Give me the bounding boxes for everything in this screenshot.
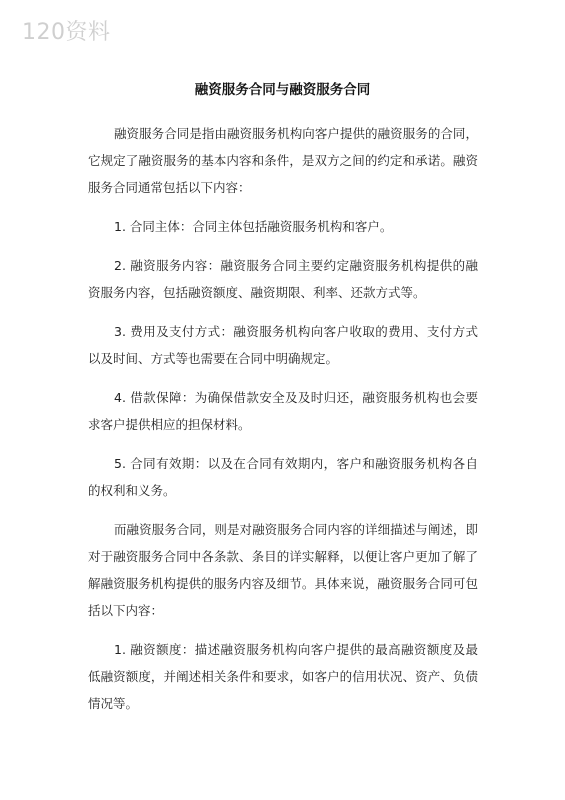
list-item-financing-amount: 1. 融资额度：描述融资服务机构向客户提供的最高融资额度及最低融资额度，并阐述相关条件和要求，如客户的信用状况、资产、负债情况等。 xyxy=(88,642,478,711)
list-item-contract-parties: 1. 合同主体：合同主体包括融资服务机构和客户。 xyxy=(114,219,393,234)
document-title: 融资服务合同与融资服务合同 xyxy=(194,82,371,98)
list-item-service-content: 2. 融资服务内容：融资服务合同主要约定融资服务机构提供的融资服务内容，包括融资额度、融资期限、利率、还款方式等。 xyxy=(88,258,478,300)
list-item-validity-period: 5. 合同有效期：以及在合同有效期内，客户和融资服务机构各自的权利和义务。 xyxy=(88,456,478,498)
list-item-loan-security: 4. 借款保障：为确保借款安全及及时归还，融资服务机构也会要求客户提供相应的担保材料。 xyxy=(88,390,478,432)
paragraph-explanation: 而融资服务合同，则是对融资服务合同内容的详细描述与阐述，即对于融资服务合同中各条款、条目的详实解释，以便让客户更加了解了解融资服务机构提供的服务内容及细节。具体来说，融资服务合同可包括以下内容： xyxy=(88,522,478,618)
list-item-fees-payment: 3. 费用及支付方式：融资服务机构向客户收取的费用、支付方式以及时间、方式等也需要在合同中明确规定。 xyxy=(88,324,478,366)
paragraph-intro: 融资服务合同是指由融资服务机构向客户提供的融资服务的合同，它规定了融资服务的基本内容和条件，是双方之间的约定和承诺。融资服务合同通常包括以下内容： xyxy=(88,126,478,195)
watermark-text: 120资料 xyxy=(22,20,111,45)
document-body xyxy=(88,120,478,729)
